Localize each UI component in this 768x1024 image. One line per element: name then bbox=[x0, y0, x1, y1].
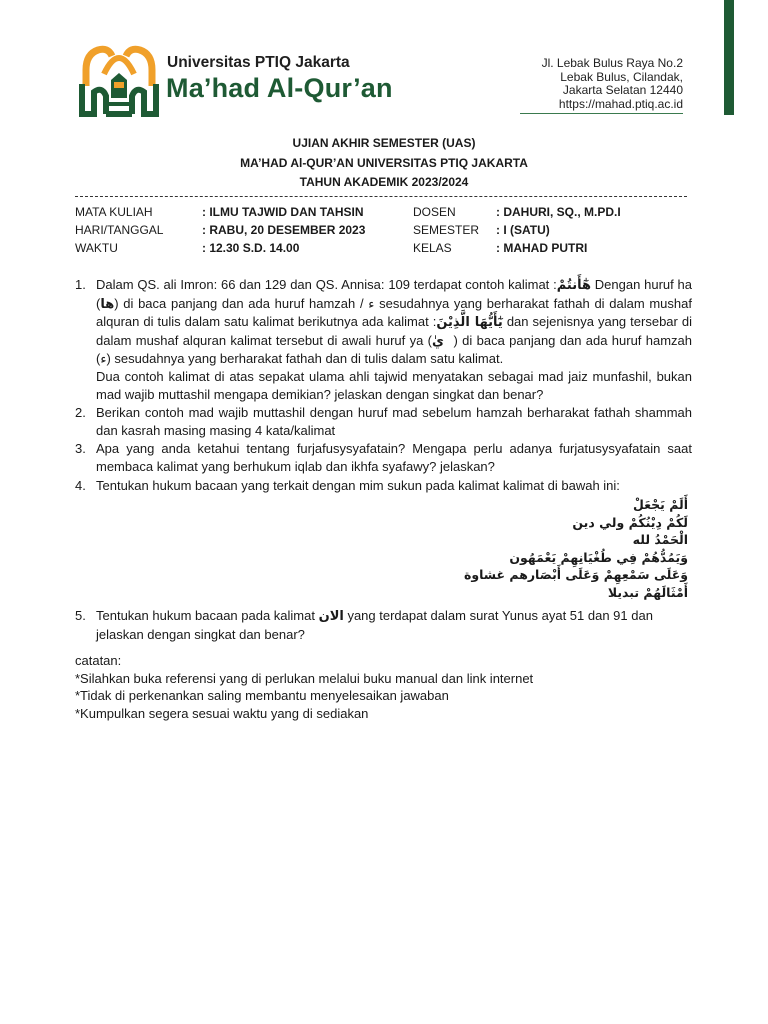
question-1 bbox=[75, 276, 692, 403]
text-segment: ) di baca panjang dan ada huruf hamzah / ء sesudahnya yang berharakat fathah di dalam mushaf alquran di tulis dalam satu kalimat berikutnya ada kalimat : bbox=[96, 295, 692, 330]
question-text: Dua contoh kalimat di atas sepakat ulama ahli tajwid menyatakan sebagai mad jaiz munfashil, bukan mad wajib muttashil mengapa demikian? jelaskan dengan singkat dan benar? bbox=[96, 368, 692, 402]
arabic-word: يٰٓأَيُّهَا الَّذِيْنَ bbox=[436, 315, 503, 331]
notes-heading: catatan: bbox=[75, 653, 122, 668]
info-label: DOSEN bbox=[413, 205, 456, 219]
question-number: 4. bbox=[75, 477, 86, 493]
info-value: : RABU, 20 DESEMBER 2023 bbox=[202, 223, 366, 237]
question-5 bbox=[75, 607, 692, 643]
info-value: : MAHAD PUTRI bbox=[496, 241, 588, 255]
ptiq-logo bbox=[78, 40, 160, 118]
text-segment: Dengan huruf ha ( bbox=[96, 277, 692, 311]
question-3 bbox=[75, 440, 692, 475]
question-number: 3. bbox=[75, 441, 86, 457]
question-text: Tentukan hukum bacaan yang terkait dengan mim sukun pada kalimat kalimat di bawah ini: bbox=[96, 477, 620, 493]
info-value: : 12.30 S.D. 14.00 bbox=[202, 241, 300, 255]
info-label: KELAS bbox=[413, 241, 452, 255]
question-text: Berikan contoh mad wajib muttashil dengan huruf mad sebelum hamzah berharakat fathah shammah dan kasrah masing masing 4 kata/kalimat bbox=[96, 405, 692, 438]
website-link[interactable]: https://mahad.ptiq.ac.id bbox=[558, 96, 683, 111]
arabic-line: أَمْثَالَهُمْ تبديلا bbox=[607, 584, 688, 600]
separator-line bbox=[75, 196, 687, 197]
address-underline bbox=[520, 113, 683, 114]
arabic-word: الان bbox=[318, 609, 344, 625]
arabic-line: وَيَمُدُّهُمْ فِي طُغْيَانِهِمْ يَعْمَهُون bbox=[509, 549, 688, 565]
text-segment: Dalam QS. ali Imron: 66 dan 129 dan QS. Annisa: 109 terdapat contoh kalimat : bbox=[96, 277, 557, 292]
question-text bbox=[96, 276, 692, 368]
info-label: SEMESTER bbox=[413, 223, 480, 237]
question-text: Apa yang anda ketahui tentang furjafusysyafatain? Mengapa perlu adanya furjatusysyafatain saat membaca kalimat yang berhukum iqlab dan ikhfa syafawy? jelaskan? bbox=[96, 441, 692, 474]
arabic-examples bbox=[96, 496, 688, 601]
institute-name: Ma’had Al-Qur’an bbox=[166, 73, 393, 103]
address-line: Lebak Bulus, Cilandak, bbox=[560, 69, 683, 84]
arabic-word: ها bbox=[100, 296, 115, 312]
question-list bbox=[75, 276, 692, 644]
arabic-word: هٰٓأَنتُمْ bbox=[556, 278, 591, 293]
text-segment: ) di baca panjang dan ada huruf hamzah (ء) sesudahnya yang berharakat fathah dan di tulis dalam satu kalimat. bbox=[96, 332, 693, 367]
arabic-word: يٰ bbox=[432, 333, 450, 349]
info-value: : DAHURI, SQ., M.PD.I bbox=[496, 205, 621, 219]
question-text bbox=[96, 607, 692, 643]
university-name: Universitas PTIQ Jakarta bbox=[167, 54, 350, 71]
arabic-line: الْحَمْدُ لله bbox=[632, 532, 688, 548]
exam-title-line: UJIAN AKHIR SEMESTER (UAS) bbox=[292, 136, 476, 150]
info-value: : ILMU TAJWID DAN TAHSIN bbox=[202, 205, 364, 219]
question-number: 1. bbox=[75, 277, 86, 292]
info-value: : I (SATU) bbox=[496, 223, 550, 237]
address-line: Jakarta Selatan 12440 bbox=[562, 83, 683, 98]
question-4 bbox=[75, 477, 692, 602]
question-number: 5. bbox=[75, 608, 86, 624]
note-item: *Kumpulkan segera sesuai waktu yang di sediakan bbox=[75, 705, 369, 721]
text-segment: Tentukan hukum bacaan pada kalimat bbox=[96, 608, 319, 624]
exam-title-line: TAHUN AKADEMIK 2023/2024 bbox=[299, 175, 469, 189]
info-label: HARI/TANGGAL bbox=[75, 223, 164, 237]
info-label: MATA KULIAH bbox=[75, 205, 153, 219]
decorative-green-bar bbox=[724, 0, 734, 115]
question-number: 2. bbox=[75, 405, 86, 421]
notes-section bbox=[75, 652, 533, 722]
exam-title-line: MA’HAD Al-QUR’AN UNIVERSITAS PTIQ JAKARTA bbox=[240, 155, 528, 170]
address-block bbox=[542, 57, 683, 111]
question-2 bbox=[75, 404, 692, 439]
arabic-line: أَلَمْ يَجْعَلْ bbox=[632, 497, 688, 513]
note-item: *Silahkan buka referensi yang di perlukan melalui buku manual dan link internet bbox=[75, 670, 534, 686]
text-segment: dan sejenisnya yang tersebar di dalam mushaf alquran kalimat tersebut di awali huruf ya ( bbox=[96, 314, 692, 348]
arabic-line: وَعَلَى سَمْعِهِمْ وَعَلَى أَبْصَارهم غشاوة bbox=[463, 567, 688, 583]
exam-title bbox=[0, 134, 768, 193]
address-line: Jl. Lebak Bulus Raya No.2 bbox=[541, 56, 683, 70]
arabic-line: لَكُمْ دِيْنُكُمْ ولي دين bbox=[572, 514, 688, 530]
info-label: WAKTU bbox=[75, 241, 118, 255]
note-item: *Tidak di perkenankan saling membantu menyelesaikan jawaban bbox=[75, 688, 449, 704]
text-segment: yang terdapat dalam surat Yunus ayat 51 dan 91 dan jelaskan dengan singkat dan benar? bbox=[96, 608, 653, 642]
